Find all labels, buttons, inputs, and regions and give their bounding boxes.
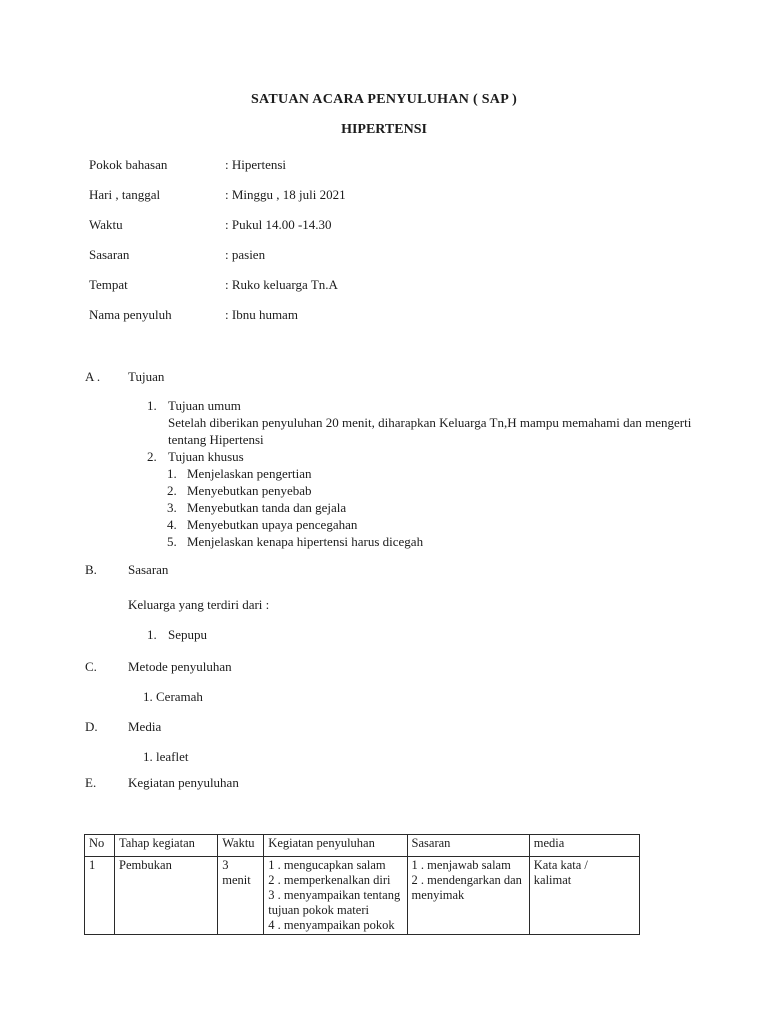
info-row-nama-penyuluh <box>89 306 690 323</box>
cell-line: 1 . mengucapkan salam <box>268 858 386 872</box>
info-label: Sasaran <box>89 247 130 262</box>
tujuan-khusus-list <box>167 465 693 550</box>
cell-line: menyimak <box>411 888 465 902</box>
cell-line: kalimat <box>533 873 572 887</box>
cell-line: tujuan pokok materi <box>268 903 369 917</box>
section-heading-kegiatan <box>85 774 690 791</box>
section-heading-metode <box>85 658 690 675</box>
table-header-tahap: Tahap kegiatan <box>115 835 218 857</box>
list-item <box>167 533 693 550</box>
list-item-tujuan-khusus <box>147 448 693 465</box>
list-text: Menyebutkan tanda dan gejala <box>187 500 347 515</box>
info-value: : Minggu , 18 juli 2021 <box>225 187 346 202</box>
list-number: 2. <box>167 483 177 498</box>
info-value: : pasien <box>225 247 266 262</box>
info-label: Tempat <box>89 277 128 292</box>
section-title: Tujuan <box>128 369 165 384</box>
info-value: : Ruko keluarga Tn.A <box>225 277 338 292</box>
list-item-sepupu <box>147 626 207 643</box>
list-number: 5. <box>167 534 177 549</box>
table-header-sasaran: Sasaran <box>407 835 529 857</box>
list-text: Tujuan umum <box>168 398 241 413</box>
list-item <box>167 516 693 533</box>
list-text: Menyebutkan upaya pencegahan <box>187 517 358 532</box>
cell-line: Kata kata / <box>533 858 588 872</box>
section-letter: C. <box>85 659 97 674</box>
cell-line: 3 . menyampaikan tentang <box>268 888 401 902</box>
section-letter: E. <box>85 775 97 790</box>
tujuan-umum-paragraph <box>168 414 693 448</box>
table-header-media: media <box>529 835 639 857</box>
info-value: : Pukul 14.00 -14.30 <box>225 217 332 232</box>
kegiatan-table-wrapper <box>84 834 640 935</box>
info-row-waktu <box>89 216 690 233</box>
list-number: 1. <box>147 627 157 642</box>
info-label: Hari , tanggal <box>89 187 161 202</box>
list-text: Menjelaskan pengertian <box>187 466 312 481</box>
section-heading-tujuan <box>85 368 690 385</box>
list-number: 4. <box>167 517 177 532</box>
table-header-row <box>85 835 640 857</box>
cell-no: 1 <box>85 857 115 935</box>
cell-waktu: 3 menit <box>218 857 264 935</box>
section-title: Media <box>128 719 162 734</box>
cell-media <box>529 857 639 935</box>
list-number: 1. <box>167 466 177 481</box>
table-header-waktu: Waktu <box>218 835 264 857</box>
list-text: Sepupu <box>168 627 207 642</box>
table-row <box>85 857 640 935</box>
cell-kegiatan <box>264 857 407 935</box>
list-number: 3. <box>167 500 177 515</box>
document-title: SATUAN ACARA PENYULUHAN ( SAP ) <box>250 92 518 107</box>
section-letter: D. <box>85 719 98 734</box>
section-title: Kegiatan penyuluhan <box>128 775 239 790</box>
info-row-pokok-bahasan <box>89 156 690 173</box>
media-item: 1. leaflet <box>143 749 189 764</box>
section-letter: A . <box>85 369 101 384</box>
info-label: Pokok bahasan <box>89 157 168 172</box>
list-number: 2. <box>147 449 157 464</box>
section-title: Sasaran <box>128 562 169 577</box>
cell-line: 1 . menjawab salam <box>411 858 511 872</box>
list-number: 1. <box>147 398 157 413</box>
info-label: Nama penyuluh <box>89 307 172 322</box>
list-item <box>167 482 693 499</box>
info-row-hari-tanggal <box>89 186 690 203</box>
cell-tahap: Pembukan <box>115 857 218 935</box>
cell-line: 2 . memperkenalkan diri <box>268 873 391 887</box>
info-value: : Hipertensi <box>225 157 287 172</box>
list-text: Menjelaskan kenapa hipertensi harus dicegah <box>187 534 424 549</box>
sasaran-intro: Keluarga yang terdiri dari : <box>128 597 270 612</box>
document-subtitle: HIPERTENSI <box>341 122 427 137</box>
info-row-sasaran <box>89 246 690 263</box>
info-label: Waktu <box>89 217 123 232</box>
metode-item: 1. Ceramah <box>143 689 203 704</box>
section-heading-media <box>85 718 690 735</box>
paragraph-line: tentang Hipertensi <box>168 432 264 447</box>
list-text: Menyebutkan penyebab <box>187 483 312 498</box>
cell-sasaran <box>407 857 529 935</box>
cell-line: 2 . mendengarkan dan <box>411 873 522 887</box>
paragraph-line: Setelah diberikan penyuluhan 20 menit, diharapkan Keluarga Tn,H mampu memahami dan mengerti <box>168 415 692 430</box>
list-item-tujuan-umum <box>147 397 693 414</box>
section-letter: B. <box>85 562 97 577</box>
list-item <box>167 499 693 516</box>
section-title: Metode penyuluhan <box>128 659 232 674</box>
table-header-no: No <box>85 835 115 857</box>
kegiatan-table <box>84 834 640 935</box>
cell-line: 4 . menyampaikan pokok <box>268 918 395 932</box>
table-header-kegiatan: Kegiatan penyuluhan <box>264 835 407 857</box>
info-row-tempat <box>89 276 690 293</box>
info-value: : Ibnu humam <box>225 307 298 322</box>
section-heading-sasaran <box>85 561 690 578</box>
tujuan-list <box>147 397 693 550</box>
list-text: Tujuan khusus <box>168 449 244 464</box>
list-item <box>167 465 693 482</box>
